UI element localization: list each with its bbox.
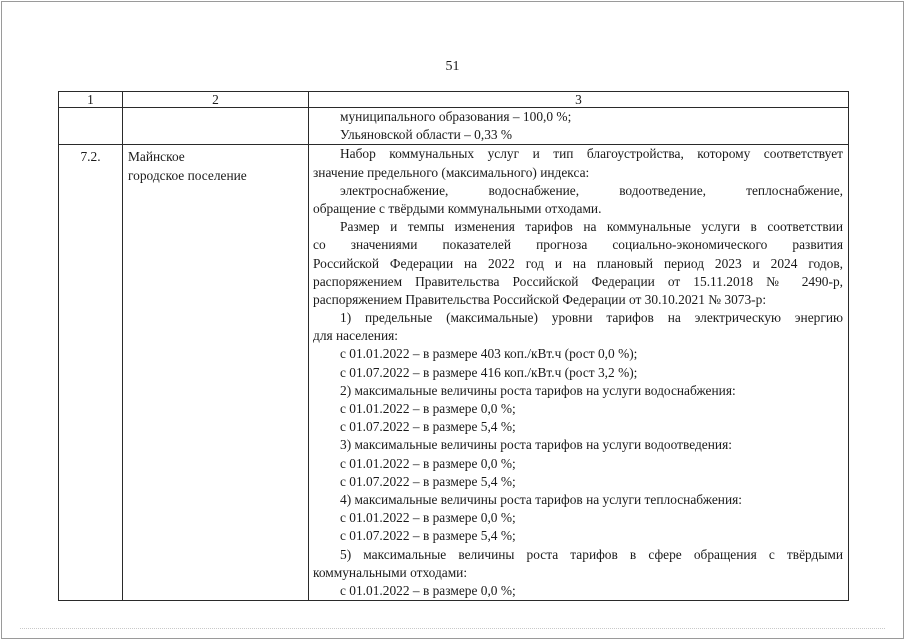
text-line: 4) максимальные величины роста тарифов на услуги теплоснабжения: — [340, 491, 742, 507]
text-line: с 01.01.2022 – в размере 0,0 %; — [340, 401, 516, 416]
text-line: 2) максимальные величины роста тарифов на услуги водоснабжения: — [340, 382, 736, 398]
text-line: распоряжением Правительства Российской Федерации от 15.11.2018 № 2490-р, — [313, 273, 843, 289]
text-line: 3) максимальные величины роста тарифов на услуги водоотведения: — [340, 437, 732, 453]
text-line: 5) максимальные величины роста тарифов в сфере обращения с твёрдыми — [340, 546, 843, 562]
text-line: электроснабжение, водоснабжение, водоотведение, теплоснабжение, — [340, 182, 843, 198]
text-line: с 01.01.2022 – в размере 0,0 %; — [340, 455, 516, 471]
text-line: Набор коммунальных услуг и тип благоустройства, которому соответствует — [340, 146, 843, 162]
text-line: с 01.01.2022 – в размере 0,0 %; — [340, 510, 516, 526]
settlement-name — [123, 145, 309, 601]
cell-empty-name — [123, 108, 309, 145]
row-description — [309, 145, 849, 601]
text-line: распоряжением Правительства Российской Федерации от 30.10.2021 № 3073-р: — [313, 291, 767, 307]
text-line: коммунальными отходами: — [313, 564, 468, 580]
text-line: с 01.01.2022 – в размере 403 коп./кВт.ч (рост 0,0 %); — [340, 346, 638, 362]
text-line: 1) предельные (максимальные) уровни тарифов на электрическую энергию — [340, 310, 843, 326]
settlement-name-line: городское поселение — [128, 167, 247, 183]
text-line: с 01.07.2022 – в размере 416 коп./кВт.ч (рост 3,2 %); — [340, 364, 638, 380]
text-line: значение предельного (максимального) индекса: — [313, 164, 590, 180]
table-row-7-2 — [59, 145, 849, 601]
text-line: с 01.07.2022 – в размере 5,4 %; — [340, 473, 516, 489]
text-line: со значениями показателей прогноза социально-экономического развития — [313, 237, 843, 253]
text-line: муниципального образования – 100,0 %; — [340, 109, 572, 124]
text-line: с 01.01.2022 – в размере 0,0 %; — [340, 582, 516, 598]
table-row-continued — [59, 108, 849, 145]
cell-empty-number — [59, 108, 123, 145]
text-line: с 01.07.2022 – в размере 5,4 %; — [340, 419, 516, 435]
header-col-1: 1 — [59, 92, 123, 108]
header-col-3: 3 — [309, 92, 849, 108]
scan-artifact-line — [20, 628, 885, 631]
settlement-name-line: Майнское — [128, 149, 185, 165]
text-line: с 01.07.2022 – в размере 5,4 %; — [340, 528, 516, 544]
tariff-table — [58, 91, 849, 601]
text-line: Ульяновской области – 0,33 % — [340, 127, 513, 143]
header-col-2: 2 — [123, 92, 309, 108]
page-number: 51 — [445, 59, 460, 74]
text-line: Российской Федерации на 2022 год и на плановый период 2023 и 2024 годов, — [313, 255, 843, 271]
row-number: 7.2. — [59, 145, 123, 601]
cell-continued-text — [309, 108, 849, 145]
text-line: обращение с твёрдыми коммунальными отходами. — [313, 200, 602, 216]
text-line: для населения: — [313, 328, 398, 344]
text-line: Размер и темпы изменения тарифов на коммунальные услуги в соответствии — [340, 219, 843, 235]
table-header-row — [59, 92, 849, 108]
